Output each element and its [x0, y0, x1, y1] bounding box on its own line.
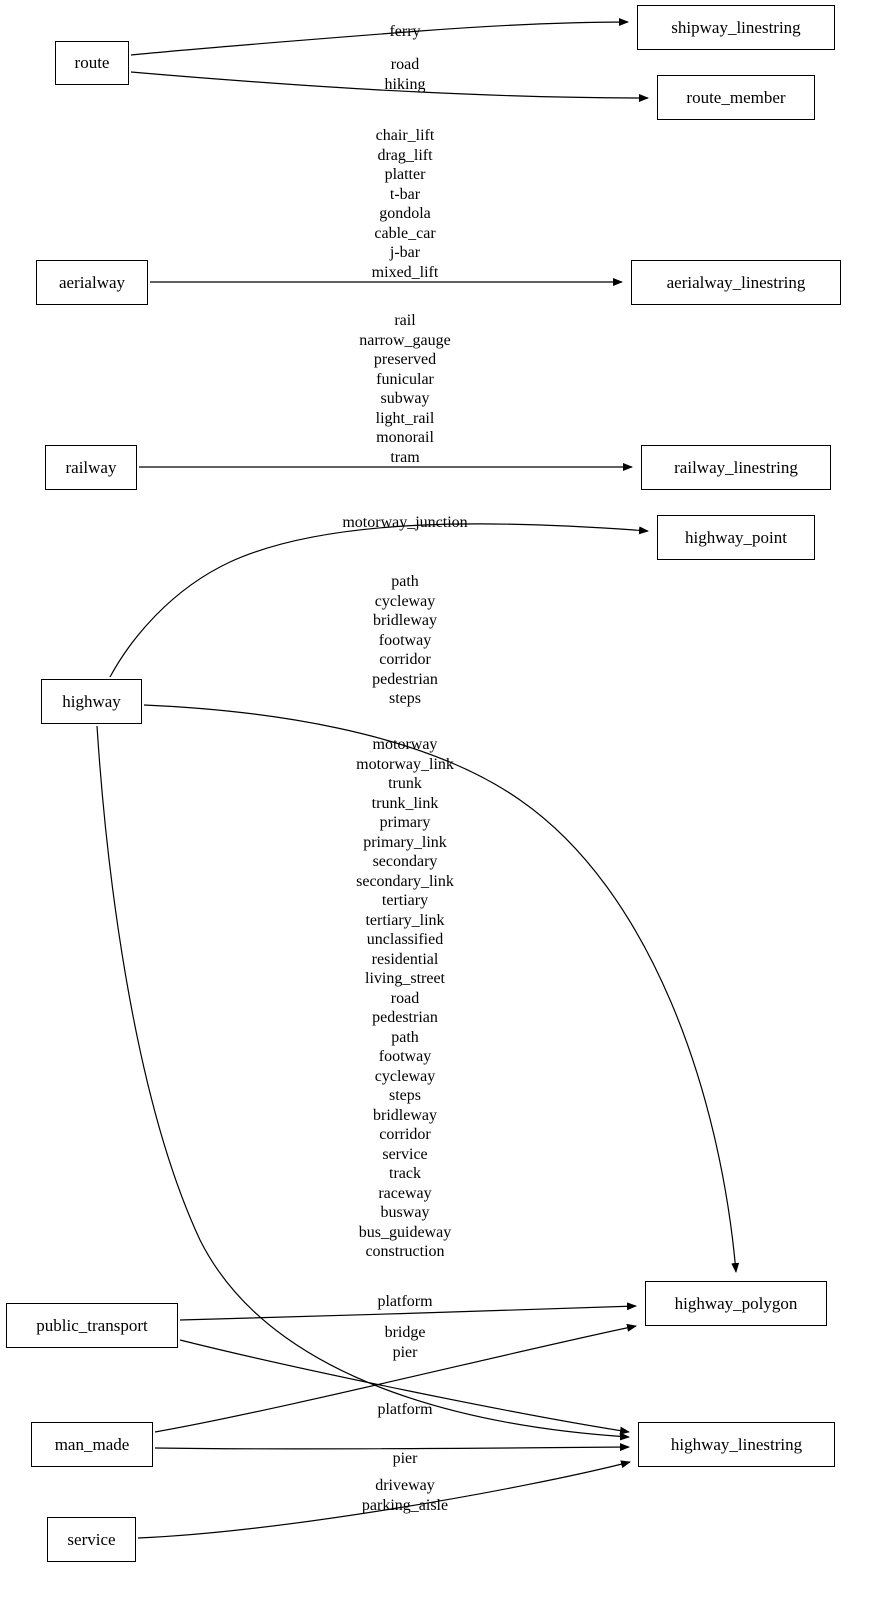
edge-label-line: platform: [377, 1293, 433, 1310]
edge-label-line: track: [389, 1165, 421, 1182]
edge-label-highway-to-highway_linestring: [356, 735, 454, 1262]
node-aerialway[interactable]: [36, 260, 148, 305]
edge-label-line: motorway: [372, 736, 438, 753]
edge-label-line: gondola: [379, 205, 431, 222]
edge-label-line: primary_link: [363, 833, 447, 851]
edge-label-line: trunk: [388, 775, 422, 792]
edge-label-line: living_street: [365, 970, 445, 987]
edge-label-line: monorail: [376, 429, 434, 446]
edge-label-line: funicular: [376, 370, 434, 388]
node-service[interactable]: [47, 1517, 136, 1562]
node-shipway_linestring[interactable]: [637, 5, 835, 50]
edge-label-service-to-highway_linestring: [362, 1476, 448, 1515]
edge-label-line: drag_lift: [377, 146, 433, 164]
edge-label-line: footway: [378, 1048, 432, 1065]
edge-label-line: preserved: [373, 351, 437, 368]
edge-label-public_transport-to-highway_polygon: [377, 1292, 432, 1312]
node-highway_linestring[interactable]: [638, 1422, 835, 1467]
edge-label-line: residential: [371, 950, 439, 968]
edge-label-line: subway: [380, 390, 430, 407]
edge-label-line: bus_guideway: [358, 1223, 452, 1241]
node-aerialway_linestring[interactable]: [631, 260, 841, 305]
edge-label-aerialway-to-aerialway_linestring: [372, 126, 439, 282]
edge-label-line: road: [390, 989, 420, 1007]
node-label: highway_point: [685, 527, 787, 547]
edge-label-line: hiking: [384, 75, 426, 93]
edge-label-line: path: [391, 573, 419, 590]
edge-label-man_made-to-highway_linestring: [393, 1449, 418, 1469]
edge-label-line: bridge: [384, 1324, 426, 1341]
node-railway_linestring[interactable]: [641, 445, 831, 490]
node-label: man_made: [54, 1434, 130, 1454]
edge-label-line: pier: [392, 1343, 418, 1361]
edge-label-route-to-route_member: [385, 55, 426, 94]
node-public_transport[interactable]: [6, 1303, 178, 1348]
edge-label-public_transport-to-highway_linestring: [377, 1400, 432, 1420]
edge-label-line: platter: [384, 166, 426, 183]
node-highway_polygon[interactable]: [645, 1281, 827, 1326]
edge-label-line: tertiary: [381, 892, 429, 909]
edge-label-line: steps: [389, 690, 421, 707]
edge-label-line: tram: [390, 448, 420, 466]
node-label: railway_linestring: [674, 457, 798, 477]
node-label: highway_linestring: [670, 1434, 803, 1454]
edge-label-line: unclassified: [366, 931, 444, 948]
edge-label-line: secondary: [372, 853, 438, 870]
node-railway[interactable]: [45, 445, 137, 490]
edge-label-line: trunk_link: [371, 794, 439, 812]
edge-label-railway-to-railway_linestring: [359, 311, 451, 467]
edge-label-line: rail: [394, 312, 416, 329]
node-label: highway_polygon: [674, 1293, 798, 1313]
edge-label-line: corridor: [379, 1126, 431, 1143]
node-route[interactable]: [55, 41, 129, 85]
edge-label-line: chair_lift: [375, 127, 435, 144]
node-highway[interactable]: [41, 679, 142, 724]
node-label: shipway_linestring: [671, 17, 801, 37]
edge-label-line: platform: [377, 1401, 433, 1418]
edge-label-line: cycleway: [374, 592, 436, 610]
edge-label-line: footway: [378, 631, 432, 649]
edge-route-to-shipway_linestring: [131, 22, 628, 55]
edge-label-line: service: [382, 1145, 428, 1163]
edge-label-line: primary: [379, 814, 431, 831]
edge-label-line: tertiary_link: [365, 911, 445, 929]
edge-label-line: road: [390, 56, 420, 73]
node-label: public_transport: [36, 1315, 148, 1335]
edge-label-line: light_rail: [375, 409, 435, 427]
edge-label-man_made-to-highway_polygon: [385, 1323, 426, 1362]
node-label: aerialway: [58, 272, 126, 292]
edge-label-line: bridleway: [373, 612, 437, 629]
edge-label-line: pedestrian: [372, 670, 438, 688]
edge-label-line: construction: [365, 1243, 445, 1260]
edge-label-line: path: [391, 1028, 419, 1046]
edge-label-line: ferry: [389, 23, 421, 40]
node-label: route_member: [686, 87, 786, 107]
edge-label-line: busway: [380, 1204, 430, 1221]
edge-label-line: mixed_lift: [371, 263, 439, 281]
node-label: route: [74, 53, 110, 72]
edge-label-highway-to-highway_polygon: [372, 572, 438, 709]
node-label: highway: [62, 691, 121, 711]
edge-label-line: parking_aisle: [361, 1496, 449, 1514]
edge-label-line: motorway_link: [356, 755, 454, 773]
node-man_made[interactable]: [31, 1422, 153, 1467]
edge-label-line: cable_car: [374, 224, 436, 242]
edge-label-line: j-bar: [389, 244, 421, 261]
edge-label-line: steps: [388, 1087, 421, 1104]
edge-label-route-to-shipway_linestring: [389, 22, 420, 42]
edge-label-line: bridleway: [373, 1106, 437, 1124]
edge-label-highway-to-highway_point: [342, 513, 467, 533]
node-highway_point[interactable]: [657, 515, 815, 560]
edge-label-line: narrow_gauge: [359, 331, 451, 349]
edge-label-line: pedestrian: [372, 1009, 438, 1026]
edge-label-line: t-bar: [389, 185, 421, 203]
node-label: aerialway_linestring: [666, 272, 806, 292]
edge-label-line: driveway: [375, 1477, 435, 1494]
node-label: service: [67, 1529, 116, 1549]
edge-label-line: raceway: [378, 1184, 432, 1202]
edge-label-line: motorway_junction: [342, 514, 468, 531]
node-label: railway: [65, 457, 117, 477]
edge-label-line: secondary_link: [356, 872, 454, 890]
edge-label-line: pier: [392, 1450, 418, 1467]
edge-label-line: cycleway: [374, 1067, 436, 1085]
edge-label-line: corridor: [379, 651, 431, 668]
node-route_member[interactable]: [657, 75, 815, 120]
